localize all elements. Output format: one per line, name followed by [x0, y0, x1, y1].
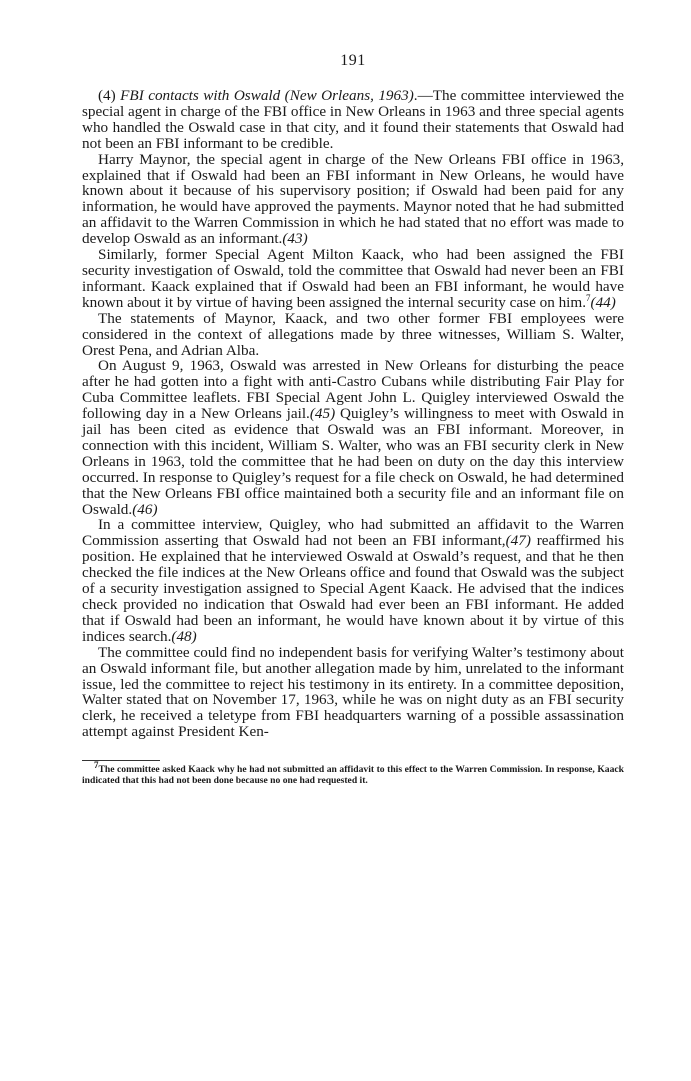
section-number: (4) [98, 87, 116, 104]
citation-48: (48) [171, 627, 197, 645]
section-title: FBI contacts with Oswald (New Orleans, 1963) [120, 87, 414, 104]
paragraph-walter [82, 645, 624, 740]
paragraph-statements [82, 311, 624, 359]
citation-46: (46) [132, 500, 158, 518]
paragraph-maynor [82, 152, 624, 247]
footnote-7 [82, 760, 624, 786]
paragraph-2-text: Harry Maynor, the special agent in charge of the New Orleans FBI office in 1963, explained that if Oswald had been an FBI informant in New Orleans, he would have known about it because of his supervisory position; if Oswald had been paid for any information, he would have approved the payments. Maynor noted that he had submitted an affidavit to the Warren Commission in which he had stated that no effort was made to develop Oswald as an informant. [82, 150, 624, 248]
footnote-7-marker: 7 [94, 760, 99, 771]
paragraph-fbi-contacts [82, 88, 624, 152]
paragraph-arrest [82, 358, 624, 517]
paragraph-5-text-a: On August 9, 1963, Oswald was arrested in New Orleans for disturbing the peace after he had gotten into a fight with anti-Castro Cubans while distributing Fair Play for Cuba Committee leaflets. FBI Special Agent John L. Quigley interviewed Oswald the following day in a New Orleans jail. [82, 357, 624, 423]
paragraph-6-text-a: In a committee interview, Quigley, who had submitted an affidavit to the Warren Commission asserting that Oswald had not been an FBI informant, [82, 516, 624, 550]
citation-47: (47) [505, 532, 531, 550]
paragraph-7-text: The committee could find no independent basis for verifying Walter’s testimony about an Oswald informant file, but another allegation made by him, unrelated to the informant issue, led the committee to reject his testimony in its entirety. In a committee deposition, Walter stated that on November 17, 1963, while he was on night duty as an FBI security clerk, he received a teletype from FBI headquarters warning of a possible assassination attempt against President Ken- [82, 643, 624, 741]
paragraph-4-text: The statements of Maynor, Kaack, and two other former FBI employees were considered in the context of allegations made by three witnesses, William S. Walter, Orest Pena, and Adrian Alba. [82, 309, 624, 359]
paragraph-1-text: .—The committee interviewed the special agent in charge of the FBI office in New Orleans in 1963 and three special agents who handled the Oswald case in that city, and it found their statements that Oswald had not been an FBI informant to be credible. [82, 87, 624, 152]
citation-45: (45) [309, 405, 336, 423]
citation-44: (44) [590, 293, 616, 311]
paragraph-6-text-b: reaffirmed his position. He explained that he interviewed Oswald at Oswald’s request, and that he then checked the file indices at the New Orleans office and found that Oswald was the subject of a security investigation assigned to Special Agent Kaack. He advised that the indices check provided no indication that Oswald had ever been an FBI informant. He added that if Oswald had been an informant, he would have known about it by virtue of this indices search. [82, 532, 625, 645]
footnote-7-text: The committee asked Kaack why he had not submitted an affidavit to this effect to the Warren Commission. In response, Kaack indicated that this had not been done because no one had requested it. [82, 764, 624, 786]
page-number: 191 [340, 52, 366, 69]
paragraph-3-text: Similarly, former Special Agent Milton Kaack, who had been assigned the FBI security investigation of Oswald, told the committee that Oswald had never been an FBI informant. Kaack explained that if Oswald had been an FBI informant, he would have known about it by virtue of having been assigned the internal security case on him. [82, 246, 624, 311]
document-page [82, 52, 624, 786]
paragraph-5-text-b: Quigley’s willingness to meet with Oswald in jail has been cited as evidence that Oswald was an FBI informant. Moreover, in connection with this incident, William S. Walter, who was an FBI security clerk in New Orleans in 1963, told the committee that he had been on duty on the day this interview occurred. In response to Quigley’s request for a file check on Oswald, he had determined that the New Orleans FBI office maintained both a security file and an informant file on Oswald. [82, 405, 624, 518]
paragraph-kaack [82, 247, 624, 311]
citation-43: (43) [282, 230, 308, 248]
footnote-marker-7: 7 [586, 292, 591, 303]
paragraph-quigley [82, 517, 624, 644]
